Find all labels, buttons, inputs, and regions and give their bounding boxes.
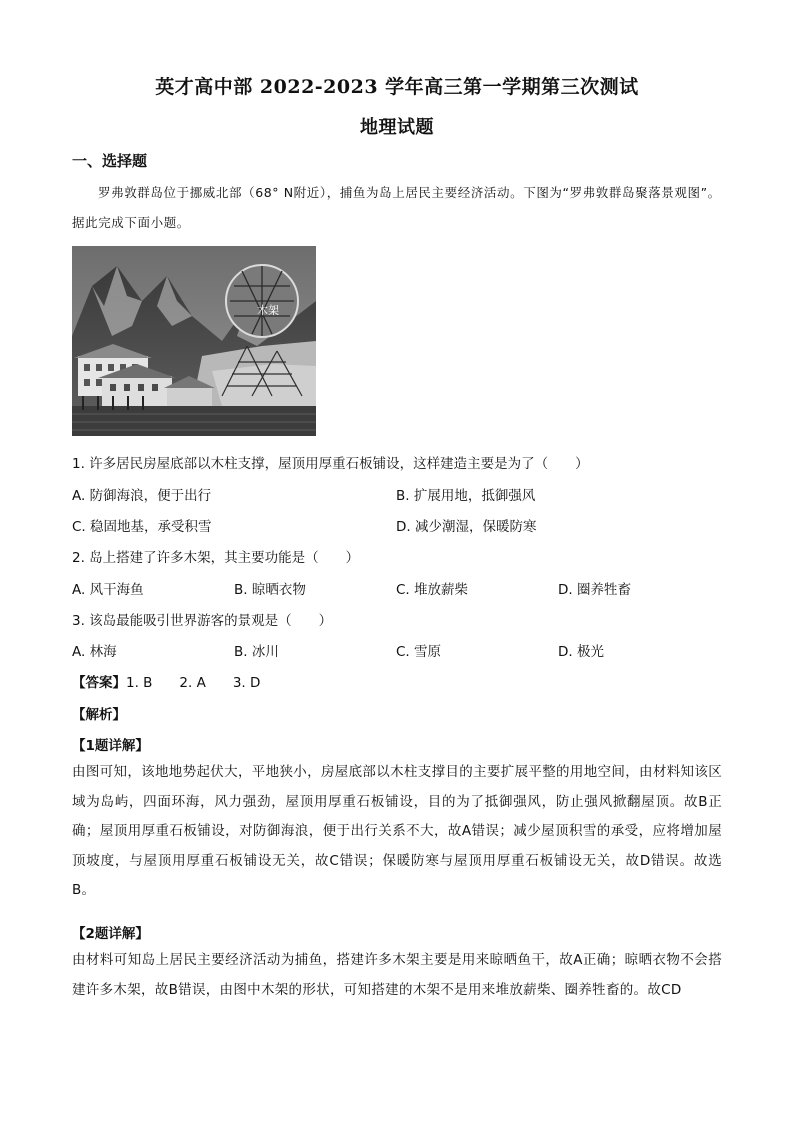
question-2-option-d: D. 圈养牲畜 (558, 582, 631, 598)
analysis-label: 【解析】 (72, 707, 126, 723)
question-2-stem: 2. 岛上搭建了许多木架，其主要功能是（ ） (72, 550, 360, 566)
question-3-option-d: D. 极光 (558, 644, 604, 660)
settlement-photo (72, 246, 316, 436)
answer-text: 1. B 2. A 3. D (126, 675, 261, 691)
answer-label: 【答案】 (72, 675, 126, 691)
intro-paragraph: 罗弗敦群岛位于挪威北部（68° N附近），捕鱼为岛上居民主要经济活动。下图为“罗弗敦群岛聚落景观图”。据此完成下面小题。 (72, 185, 721, 230)
detail-1-text: 由图可知，该地地势起伏大，平地狭小，房屋底部以木柱支撑目的主要扩展平整的用地空间，由材料知该区域为岛屿，四面环海，风力强劲，屋顶用厚重石板铺设，目的为了抵御强风，防止强风掀翻屋顶。故B正确；屋顶用厚重石板铺设，对防御海浪，便于出行关系不大，故A错误；减少屋顶积雪的承受，应将增加屋顶坡度，与屋顶用厚重石板铺设无关，故C错误；保暖防寒与屋顶用厚重石板铺设无关，故D错误。故选B。 (72, 764, 722, 898)
detail-2-text: 由材料可知岛上居民主要经济活动为捕鱼，搭建许多木架主要是用来晾晒鱼干，故A正确；晾晒衣物不会搭建许多木架，故B错误，由图中木架的形状，可知搭建的木架不是用来堆放薪柴、圈养牲畜的。故CD (72, 952, 722, 998)
question-3-option-b: B. 冰川 (234, 644, 279, 660)
detail-2-label: 【2题详解】 (72, 926, 149, 942)
question-1-stem: 1. 许多居民房屋底部以木柱支撑，屋顶用厚重石板铺设，这样建造主要是为了（ ） (72, 456, 589, 472)
photo-label-wooden-rack: 木架 (257, 304, 279, 317)
question-2-option-c: C. 堆放薪柴 (396, 582, 469, 598)
question-2-option-b: B. 晾晒衣物 (234, 582, 306, 598)
detail-1-label: 【1题详解】 (72, 738, 149, 754)
question-1-option-a: A. 防御海浪，便于出行 (72, 488, 212, 504)
question-3-option-a: A. 林海 (72, 644, 117, 660)
question-3-option-c: C. 雪原 (396, 644, 442, 660)
question-3-stem: 3. 该岛最能吸引世界游客的景观是（ ） (72, 613, 333, 629)
answer-line (72, 671, 260, 691)
question-1-option-b: B. 扩展用地，抵御强风 (396, 488, 536, 504)
exam-subtitle: 地理试题 (360, 117, 434, 138)
question-1-option-c: C. 稳固地基，承受积雪 (72, 519, 212, 535)
exam-title: 英才高中部 2022-2023 学年高三第一学期第三次测试 (155, 76, 639, 98)
question-1-option-d: D. 减少潮湿，保暖防寒 (396, 519, 537, 535)
section-title: 一、选择题 (72, 152, 148, 170)
question-2-option-a: A. 风干海鱼 (72, 582, 144, 598)
